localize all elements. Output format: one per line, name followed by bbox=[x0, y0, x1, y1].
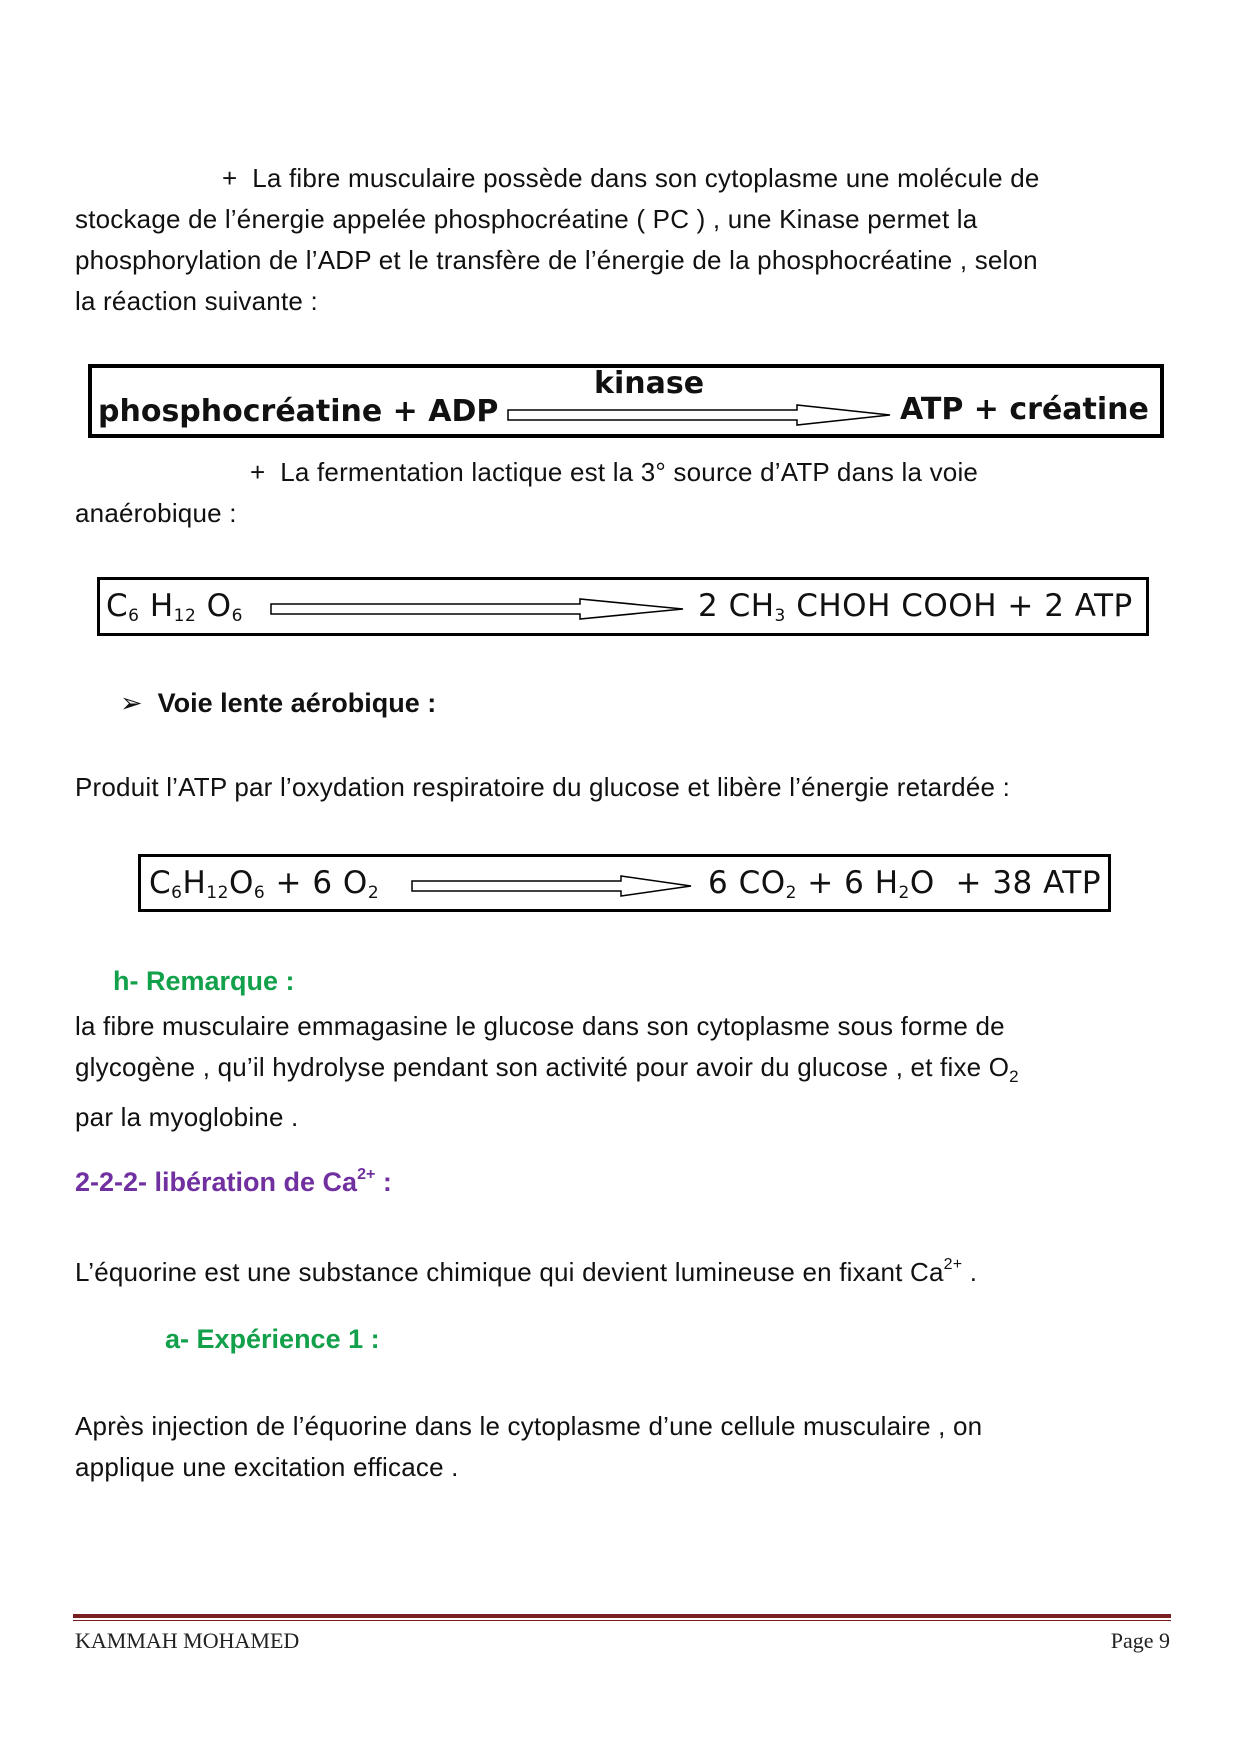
footer-rule bbox=[73, 1614, 1171, 1618]
section-title: 2-2-2- libération de $Ca^{2+}$ : bbox=[75, 1166, 392, 1197]
experience-line-2: applique une excitation efficace . bbox=[75, 1452, 459, 1482]
aequorin-text: L’équorine est une substance chimique qui devient lumineuse en fixant $Ca^{2+}$ . bbox=[75, 1256, 978, 1287]
remarque-line-1: la fibre musculaire emmagasine le glucose dans son cytoplasme sous forme de bbox=[75, 1011, 1005, 1041]
intro-bullet: + bbox=[222, 163, 238, 193]
remarque-paragraph bbox=[75, 1006, 1185, 1138]
reaction-respiration-box bbox=[138, 854, 1111, 912]
intro-line-1: La fibre musculaire possède dans son cytoplasme une molécule de bbox=[252, 163, 1040, 193]
fermentation-line-1: La fermentation lactique est la 3° source d’ATP dans la voie bbox=[280, 457, 979, 487]
reaction-fermentation-box bbox=[97, 577, 1149, 636]
experience-title: a- Expérience 1 : bbox=[165, 1324, 380, 1354]
aerobic-heading bbox=[120, 688, 436, 719]
reaction2-product: 2 $CH_3$ CHOH COOH + 2 ATP bbox=[698, 588, 1133, 626]
reaction1-arrow-icon bbox=[507, 404, 892, 426]
aerobic-text: Produit l’ATP par l’oxydation respiratoire du glucose et libère l’énergie retardée : bbox=[75, 772, 1011, 802]
reaction3-products: 6 $CO_2 + 6$ $H_2O + 38$ ATP bbox=[708, 865, 1102, 903]
footer-page-number: Page 9 bbox=[1110, 1628, 1170, 1653]
experience-paragraph bbox=[75, 1406, 1185, 1488]
experience-line-1: Après injection de l’équorine dans le cytoplasme d’une cellule musculaire , on bbox=[75, 1411, 983, 1441]
intro-line-2: stockage de l’énergie appelée phosphocréatine ( PC ) , une Kinase permet la bbox=[75, 204, 978, 234]
arrow-bullet-icon: ➢ bbox=[120, 688, 143, 718]
reaction-phosphocreatine-box bbox=[88, 364, 1164, 438]
reaction1-enzyme: kinase bbox=[594, 366, 705, 401]
footer-rule-thin bbox=[73, 1620, 1171, 1621]
fermentation-paragraph bbox=[75, 452, 1175, 534]
reaction2-reactant: $C_6$ $H_{12}$ $O_6$ bbox=[106, 588, 243, 626]
remarque-line-3: par la myoglobine . bbox=[75, 1102, 299, 1132]
intro-paragraph bbox=[75, 158, 1175, 322]
reaction1-products: ATP + créatine bbox=[900, 392, 1149, 427]
remarque-line-2: glycogène , qu’il hydrolyse pendant son activité pour avoir du glucose , et fixe $O_2$ bbox=[75, 1052, 1019, 1086]
reaction1-reactants: phosphocréatine + ADP bbox=[98, 394, 499, 429]
footer-author: KAMMAH MOHAMED bbox=[75, 1628, 300, 1653]
intro-line-4: la réaction suivante : bbox=[75, 286, 318, 316]
reaction3-reactants: $C_6H_{12}O_6 + 6$ $O_2$ bbox=[149, 865, 380, 903]
remarque-title: h- Remarque : bbox=[113, 966, 295, 996]
aerobic-title: Voie lente aérobique : bbox=[157, 688, 437, 718]
intro-line-3: phosphorylation de l’ADP et le transfère de l’énergie de la phosphocréatine , selon bbox=[75, 245, 1038, 275]
reaction3-arrow-icon bbox=[411, 875, 693, 897]
fermentation-line-2: anaérobique : bbox=[75, 498, 237, 528]
reaction2-arrow-icon bbox=[270, 598, 685, 620]
fermentation-bullet: + bbox=[250, 457, 266, 487]
